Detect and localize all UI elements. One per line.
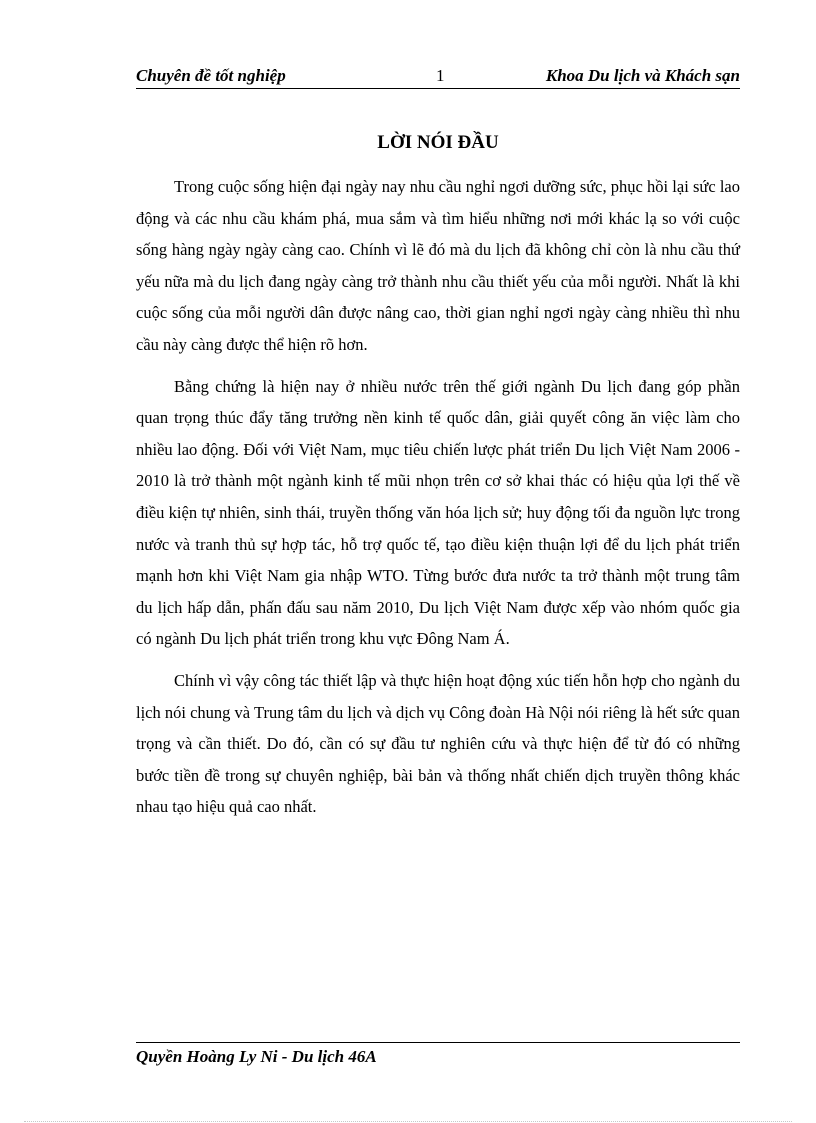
header-faculty-label: Khoa Du lịch và Khách sạn bbox=[545, 66, 740, 85]
page-header bbox=[136, 62, 740, 89]
paragraph: Trong cuộc sống hiện đại ngày nay nhu cầu nghỉ ngơi dưỡng sức, phục hồi lại sức lao động và các nhu cầu khám phá, mua sắm và tìm hiểu những nơi mới khác lạ so với cuộc sống hàng ngày ngày càng cao. Chính vì lẽ đó mà du lịch đã không chỉ còn là nhu cầu thứ yếu nữa mà du lịch đang ngày càng trở thành nhu cầu thiết yếu của mỗi người. Nhất là khi cuộc sống của mỗi người dân được nâng cao, thời gian nghỉ ngơi ngày càng nhiều thì nhu cầu này càng được thể hiện rõ hơn. bbox=[136, 177, 740, 354]
page-number: 1 bbox=[436, 66, 445, 85]
document-title: LỜI NÓI ĐẦU bbox=[377, 132, 499, 153]
page-footer: Quyền Hoàng Ly Ni - Du lịch 46A bbox=[136, 1042, 740, 1067]
page-edge-divider bbox=[24, 1121, 792, 1122]
header-thesis-label: Chuyên đề tốt nghiệp bbox=[136, 66, 286, 85]
document-body bbox=[136, 171, 740, 823]
paragraph: Bằng chứng là hiện nay ở nhiều nước trên thế giới ngành Du lịch đang góp phần quan trọng thúc đẩy tăng trưởng nền kinh tế quốc dân, giải quyết công ăn việc làm cho nhiều lao động. Đối với Việt Nam, mục tiêu chiến lược phát triển Du lịch Việt Nam 2006 - 2010 là trở thành một ngành kinh tế mũi nhọn trên cơ sở khai thác có hiệu qủa lợi thế về điều kiện tự nhiên, sinh thái, truyền thống văn hóa lịch sử; huy động tối đa nguồn lực trong nước và tranh thủ sự hợp tác, hỗ trợ quốc tế, tạo điều kiện thuận lợi để du lịch phát triển mạnh hơn khi Việt Nam gia nhập WTO. Từng bước đưa nước ta trở thành một trung tâm du lịch hấp dẫn, phấn đấu sau năm 2010, Du lịch Việt Nam được xếp vào nhóm quốc gia có ngành Du lịch phát triển trong khu vực Đông Nam Á. bbox=[136, 376, 740, 649]
paragraph: Chính vì vậy công tác thiết lập và thực hiện hoạt động xúc tiến hỗn hợp cho ngành du lịch nói chung và Trung tâm du lịch và dịch vụ Công đoàn Hà Nội nói riêng là hết sức quan trọng và cần thiết. Do đó, cần có sự đầu tư nghiên cứu và thực hiện để từ đó có những bước tiền đề trong sự chuyên nghiệp, bài bản và thống nhất chiến dịch truyền thông khác nhau tạo hiệu quả cao nhất. bbox=[136, 670, 740, 817]
